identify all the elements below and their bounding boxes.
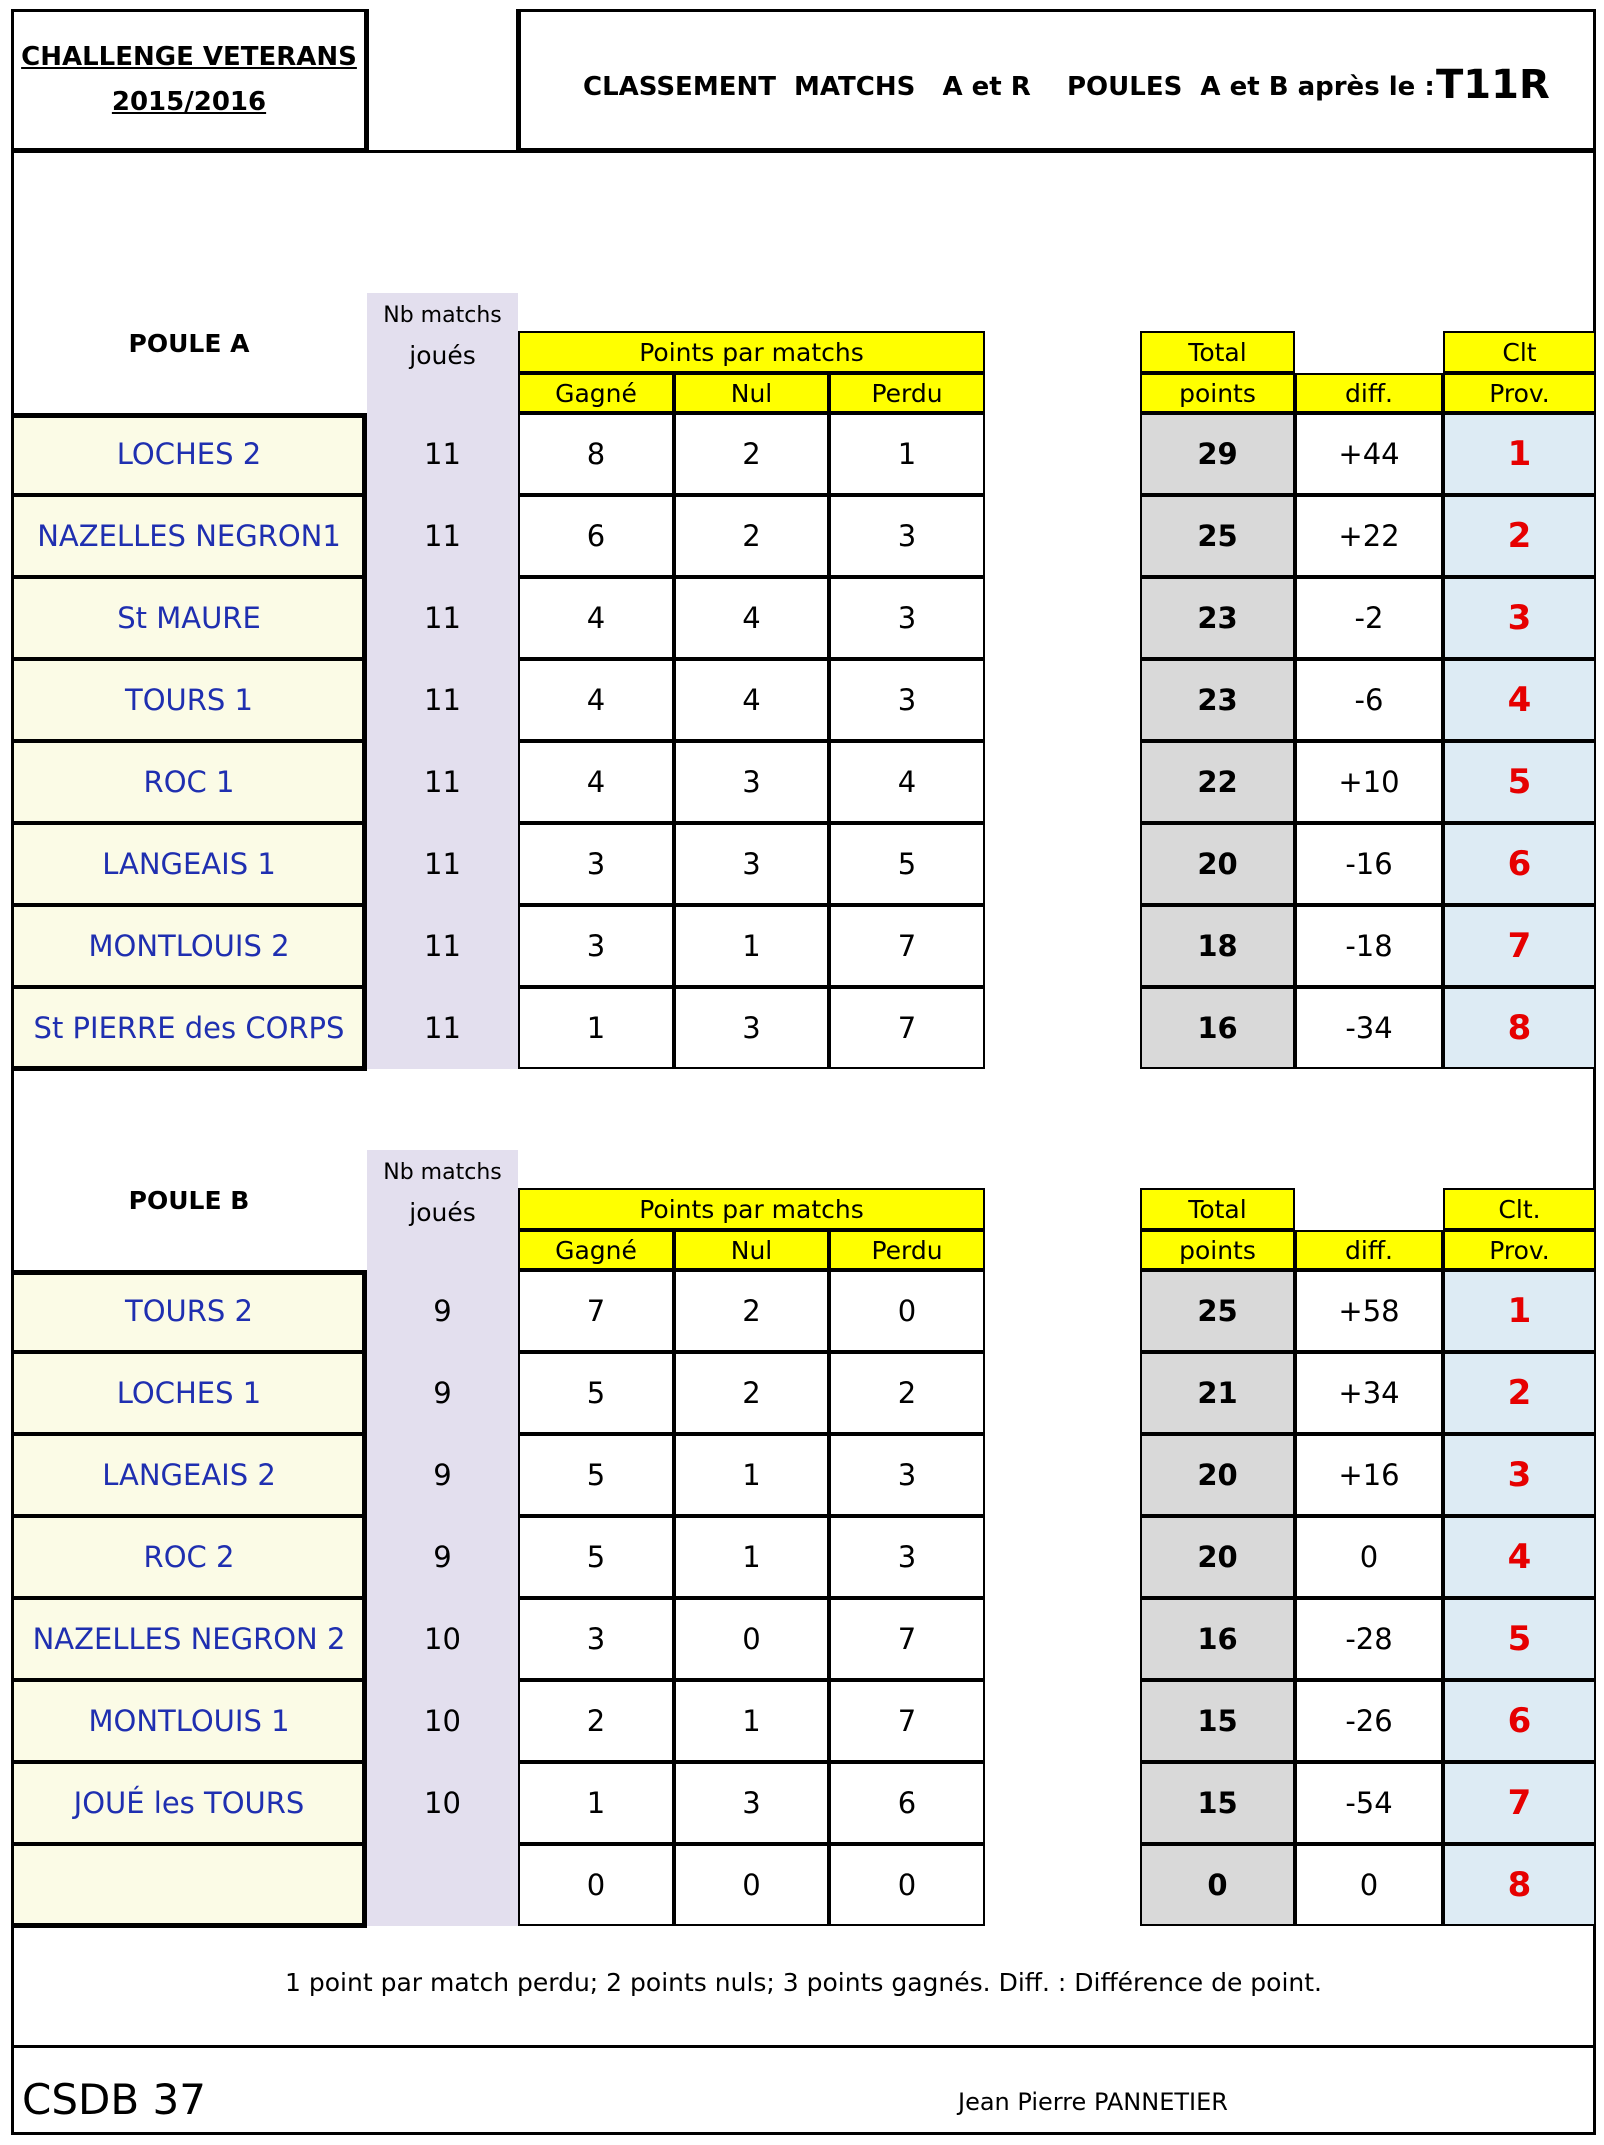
total-points: 29 bbox=[1140, 413, 1295, 495]
total-header-line1: Total bbox=[1140, 1188, 1295, 1230]
matches-played: 11 bbox=[367, 577, 518, 659]
team-name: St MAURE bbox=[11, 577, 367, 659]
total-header-line1: Total bbox=[1140, 331, 1295, 373]
total-points: 15 bbox=[1140, 1680, 1295, 1762]
draw-count: 0 bbox=[674, 1598, 829, 1680]
matches-played: 10 bbox=[367, 1762, 518, 1844]
provisional-rank: 4 bbox=[1443, 1516, 1596, 1598]
won-count: 4 bbox=[518, 741, 674, 823]
lost-count: 3 bbox=[829, 1516, 985, 1598]
team-name: NAZELLES NEGRON 2 bbox=[11, 1598, 367, 1680]
team-name: LOCHES 1 bbox=[11, 1352, 367, 1434]
lost-count: 7 bbox=[829, 1598, 985, 1680]
total-points: 16 bbox=[1140, 987, 1295, 1069]
total-points: 23 bbox=[1140, 577, 1295, 659]
lost-count: 0 bbox=[829, 1844, 985, 1926]
lost-count: 7 bbox=[829, 905, 985, 987]
provisional-rank: 7 bbox=[1443, 905, 1596, 987]
pool-title: POULE A bbox=[128, 328, 250, 358]
team-name: LANGEAIS 1 bbox=[11, 823, 367, 905]
lost-header: Perdu bbox=[829, 1230, 985, 1270]
team-name: TOURS 2 bbox=[11, 1270, 367, 1352]
draw-count: 2 bbox=[674, 413, 829, 495]
provisional-rank: 3 bbox=[1443, 577, 1596, 659]
points-header: Points par matchs bbox=[518, 331, 985, 373]
matches-played: 11 bbox=[367, 823, 518, 905]
matches-played: 10 bbox=[367, 1598, 518, 1680]
challenge-season: 2015/2016 bbox=[111, 87, 267, 117]
draw-count: 1 bbox=[674, 905, 829, 987]
classement-box bbox=[516, 9, 1596, 153]
won-header: Gagné bbox=[518, 373, 674, 413]
team-name: JOUÉ les TOURS bbox=[11, 1762, 367, 1844]
won-count: 4 bbox=[518, 577, 674, 659]
total-points: 16 bbox=[1140, 1598, 1295, 1680]
won-count: 6 bbox=[518, 495, 674, 577]
provisional-rank: 1 bbox=[1443, 413, 1596, 495]
diff-header: diff. bbox=[1295, 373, 1443, 413]
played-header-line1: Nb matchs bbox=[383, 302, 502, 328]
won-count: 3 bbox=[518, 905, 674, 987]
played-header-line2: joués bbox=[409, 341, 476, 370]
team-name: ROC 1 bbox=[11, 741, 367, 823]
point-difference: -18 bbox=[1295, 905, 1443, 987]
total-header-line2: points bbox=[1140, 1230, 1295, 1270]
rank-header-line2: Prov. bbox=[1443, 373, 1596, 413]
point-difference: 0 bbox=[1295, 1516, 1443, 1598]
draw-count: 4 bbox=[674, 659, 829, 741]
won-count: 5 bbox=[518, 1352, 674, 1434]
point-difference: -2 bbox=[1295, 577, 1443, 659]
draw-count: 2 bbox=[674, 495, 829, 577]
provisional-rank: 5 bbox=[1443, 1598, 1596, 1680]
lost-count: 6 bbox=[829, 1762, 985, 1844]
round-label: T11R bbox=[1436, 62, 1550, 108]
total-points: 20 bbox=[1140, 1434, 1295, 1516]
lost-count: 3 bbox=[829, 659, 985, 741]
won-count: 5 bbox=[518, 1434, 674, 1516]
team-name: St PIERRE des CORPS bbox=[11, 987, 367, 1069]
diff-header: diff. bbox=[1295, 1230, 1443, 1270]
matches-played: 9 bbox=[367, 1516, 518, 1598]
matches-played: 11 bbox=[367, 905, 518, 987]
draw-count: 3 bbox=[674, 823, 829, 905]
point-difference: -54 bbox=[1295, 1762, 1443, 1844]
lost-header: Perdu bbox=[829, 373, 985, 413]
draw-count: 3 bbox=[674, 1762, 829, 1844]
won-count: 0 bbox=[518, 1844, 674, 1926]
draw-header: Nul bbox=[674, 1230, 829, 1270]
point-difference: +16 bbox=[1295, 1434, 1443, 1516]
point-difference: +58 bbox=[1295, 1270, 1443, 1352]
point-difference: +10 bbox=[1295, 741, 1443, 823]
lost-count: 0 bbox=[829, 1270, 985, 1352]
won-count: 1 bbox=[518, 987, 674, 1069]
point-difference: +44 bbox=[1295, 413, 1443, 495]
provisional-rank: 8 bbox=[1443, 987, 1596, 1069]
total-points: 20 bbox=[1140, 1516, 1295, 1598]
draw-count: 1 bbox=[674, 1516, 829, 1598]
total-header-line2: points bbox=[1140, 373, 1295, 413]
matches-played: 11 bbox=[367, 413, 518, 495]
point-difference: +22 bbox=[1295, 495, 1443, 577]
matches-played: 10 bbox=[367, 1680, 518, 1762]
total-points: 15 bbox=[1140, 1762, 1295, 1844]
rank-header-line1: Clt. bbox=[1443, 1188, 1596, 1230]
points-legend: 1 point par match perdu; 2 points nuls; 3 points gagnés. Diff. : Différence de point. bbox=[285, 1968, 1322, 1997]
team-name: MONTLOUIS 1 bbox=[11, 1680, 367, 1762]
point-difference: -34 bbox=[1295, 987, 1443, 1069]
total-points: 20 bbox=[1140, 823, 1295, 905]
provisional-rank: 2 bbox=[1443, 495, 1596, 577]
total-points: 0 bbox=[1140, 1844, 1295, 1926]
lost-count: 5 bbox=[829, 823, 985, 905]
total-points: 23 bbox=[1140, 659, 1295, 741]
total-points: 25 bbox=[1140, 495, 1295, 577]
points-header: Points par matchs bbox=[518, 1188, 985, 1230]
total-points: 22 bbox=[1140, 741, 1295, 823]
matches-played: 9 bbox=[367, 1270, 518, 1352]
won-count: 3 bbox=[518, 1598, 674, 1680]
provisional-rank: 6 bbox=[1443, 823, 1596, 905]
team-name: LANGEAIS 2 bbox=[11, 1434, 367, 1516]
point-difference: -16 bbox=[1295, 823, 1443, 905]
draw-count: 2 bbox=[674, 1270, 829, 1352]
challenge-title: CHALLENGE VETERANS bbox=[21, 42, 357, 72]
provisional-rank: 3 bbox=[1443, 1434, 1596, 1516]
provisional-rank: 7 bbox=[1443, 1762, 1596, 1844]
lost-count: 3 bbox=[829, 1434, 985, 1516]
won-count: 8 bbox=[518, 413, 674, 495]
draw-count: 4 bbox=[674, 577, 829, 659]
point-difference: -26 bbox=[1295, 1680, 1443, 1762]
matches-played: 9 bbox=[367, 1352, 518, 1434]
team-name: TOURS 1 bbox=[11, 659, 367, 741]
draw-count: 1 bbox=[674, 1434, 829, 1516]
team-name: LOCHES 2 bbox=[11, 413, 367, 495]
classement-title: CLASSEMENT MATCHS A et R POULES A et B après le : bbox=[583, 72, 1435, 102]
won-count: 3 bbox=[518, 823, 674, 905]
played-header-line1: Nb matchs bbox=[383, 1159, 502, 1185]
author-label: Jean Pierre PANNETIER bbox=[958, 2088, 1228, 2116]
provisional-rank: 6 bbox=[1443, 1680, 1596, 1762]
total-points: 18 bbox=[1140, 905, 1295, 987]
won-count: 5 bbox=[518, 1516, 674, 1598]
provisional-rank: 5 bbox=[1443, 741, 1596, 823]
matches-played bbox=[367, 1844, 518, 1926]
total-points: 25 bbox=[1140, 1270, 1295, 1352]
draw-count: 0 bbox=[674, 1844, 829, 1926]
lost-count: 7 bbox=[829, 1680, 985, 1762]
played-header-line2: joués bbox=[409, 1198, 476, 1227]
point-difference: -28 bbox=[1295, 1598, 1443, 1680]
org-label: CSDB 37 bbox=[22, 2075, 206, 2124]
matches-played: 11 bbox=[367, 741, 518, 823]
lost-count: 2 bbox=[829, 1352, 985, 1434]
challenge-box bbox=[11, 9, 369, 153]
won-header: Gagné bbox=[518, 1230, 674, 1270]
lost-count: 1 bbox=[829, 413, 985, 495]
provisional-rank: 4 bbox=[1443, 659, 1596, 741]
point-difference: -6 bbox=[1295, 659, 1443, 741]
team-name: NAZELLES NEGRON1 bbox=[11, 495, 367, 577]
footer-divider bbox=[11, 2045, 1596, 2048]
lost-count: 7 bbox=[829, 987, 985, 1069]
provisional-rank: 8 bbox=[1443, 1844, 1596, 1926]
matches-played: 11 bbox=[367, 987, 518, 1069]
pool-title: POULE B bbox=[128, 1185, 250, 1215]
rank-header-line1: Clt bbox=[1443, 331, 1596, 373]
won-count: 7 bbox=[518, 1270, 674, 1352]
total-points: 21 bbox=[1140, 1352, 1295, 1434]
draw-count: 3 bbox=[674, 987, 829, 1069]
lost-count: 4 bbox=[829, 741, 985, 823]
point-difference: 0 bbox=[1295, 1844, 1443, 1926]
provisional-rank: 2 bbox=[1443, 1352, 1596, 1434]
won-count: 2 bbox=[518, 1680, 674, 1762]
draw-count: 2 bbox=[674, 1352, 829, 1434]
lost-count: 3 bbox=[829, 495, 985, 577]
matches-played: 9 bbox=[367, 1434, 518, 1516]
team-name: MONTLOUIS 2 bbox=[11, 905, 367, 987]
draw-header: Nul bbox=[674, 373, 829, 413]
matches-played: 11 bbox=[367, 495, 518, 577]
draw-count: 3 bbox=[674, 741, 829, 823]
team-name bbox=[11, 1844, 367, 1926]
team-name: ROC 2 bbox=[11, 1516, 367, 1598]
rank-header-line2: Prov. bbox=[1443, 1230, 1596, 1270]
won-count: 4 bbox=[518, 659, 674, 741]
point-difference: +34 bbox=[1295, 1352, 1443, 1434]
provisional-rank: 1 bbox=[1443, 1270, 1596, 1352]
lost-count: 3 bbox=[829, 577, 985, 659]
draw-count: 1 bbox=[674, 1680, 829, 1762]
won-count: 1 bbox=[518, 1762, 674, 1844]
matches-played: 11 bbox=[367, 659, 518, 741]
